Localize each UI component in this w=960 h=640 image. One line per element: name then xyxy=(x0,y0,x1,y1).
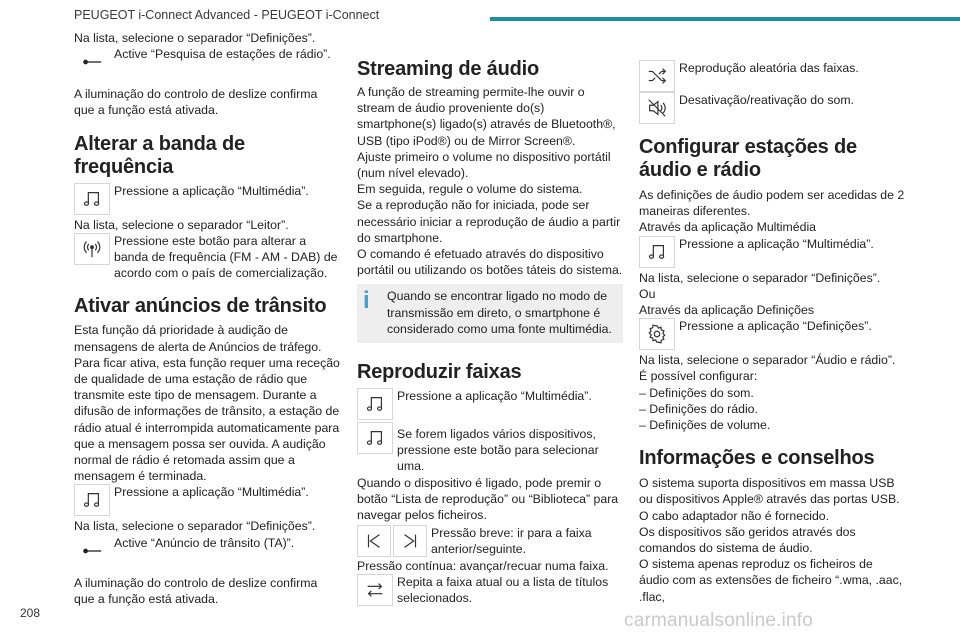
text-usb-support: O sistema suporta dispositivos em massa USB ou dispositivos Apple® através das portas USB. O cabo adaptador não é fornecido. xyxy=(639,476,900,523)
text-press-multimedia-3: Pressione a aplicação “Multimédia”. xyxy=(397,389,592,404)
text-command: O comando é efetuado através do dispositivo portátil ou utilizando os botões táteis do sistema. xyxy=(357,247,623,278)
multimedia-app-row-4 xyxy=(639,236,905,268)
page-header-title: PEUGEOT i-Connect Advanced - PEUGEOT i-Connect xyxy=(74,8,380,22)
text-or: Ou xyxy=(639,286,656,301)
toggle-radio-search-row xyxy=(74,46,340,78)
text-press-settings: Pressione a aplicação “Definições”. xyxy=(679,319,872,334)
text-file-extensions: O sistema apenas reproduz os ficheiros de áudio com as extensões de ficheiro “.wma, .aac, .flac, xyxy=(639,557,903,604)
text-select-settings-2: Na lista, selecione o separador “Definições”. xyxy=(74,519,316,534)
column-3 xyxy=(639,60,905,605)
text-slider-confirm-2: A iluminação do controlo de deslize confirma que a função está ativada. xyxy=(74,575,318,606)
multimedia-app-row-2 xyxy=(74,484,340,516)
heading-configure-audio: Configurar estações de áudio e rádio xyxy=(639,136,857,181)
text-short-press: Pressão breve: ir para a faixa anterior/seguinte. xyxy=(431,526,592,557)
shuffle-icon xyxy=(639,60,675,92)
watermark: carmanualsonline.info xyxy=(624,610,814,631)
text-playlist-library: Quando o dispositivo é ligado, pode premir o botão “Lista de reprodução” ou “Biblioteca” para navegar pelos ficheiros. xyxy=(357,475,619,523)
header-accent-bar xyxy=(490,17,960,21)
text-via-settings: Através da aplicação Definições xyxy=(639,303,814,318)
text-radio-search: Active “Pesquisa de estações de rádio”. xyxy=(114,47,331,62)
repeat-icon xyxy=(357,574,393,606)
mute-row xyxy=(639,92,905,124)
list-item: – Definições do rádio. xyxy=(639,401,758,416)
text-select-player: Na lista, selecione o separador “Leitor”. xyxy=(74,217,289,232)
column-2 xyxy=(357,58,623,606)
heading-change-band: Alterar a banda de frequência xyxy=(74,132,245,178)
repeat-row xyxy=(357,574,623,606)
band-description: Pressione este botão para alterar a banda de frequência (FM - AM - DAB) de acordo com o país de comercialização. xyxy=(114,233,338,281)
music-note-icon xyxy=(639,236,675,268)
shuffle-row xyxy=(639,60,905,92)
prev-next-row xyxy=(357,525,623,557)
text-activate-ta: Active “Anúncio de trânsito (TA)”. xyxy=(114,535,295,550)
text-press-multimedia-2: Pressione a aplicação “Multimédia”. xyxy=(114,485,309,500)
text-regulate-volume: Em seguida, regule o volume do sistema. xyxy=(357,182,583,197)
text-start-playback: Se a reprodução não for iniciada, pode ser necessário iniciar a reprodução de áudio a partir do smartphone. xyxy=(357,198,621,245)
heading-play-tracks: Reproduzir faixas xyxy=(357,361,522,384)
previous-track-icon xyxy=(357,525,391,557)
toggle-icon xyxy=(74,46,110,78)
multimedia-app-row-3 xyxy=(357,388,623,420)
text-press-multimedia-4: Pressione a aplicação “Multimédia”. xyxy=(679,236,874,251)
info-box xyxy=(357,284,623,343)
music-note-icon xyxy=(357,422,393,454)
text-possible-config: É possível configurar: xyxy=(639,369,758,384)
via-multimedia-label: Através da aplicação Multimédia xyxy=(639,220,817,235)
heading-info-advice: Informações e conselhos xyxy=(639,447,875,470)
music-note-icon xyxy=(74,484,110,516)
text-settings-access: As definições de áudio podem ser acedidas de 2 maneiras diferentes. xyxy=(639,188,905,219)
toggle-ta-row xyxy=(74,535,340,567)
page-number: 208 xyxy=(20,606,41,620)
column-1 xyxy=(74,30,340,607)
text-band-button xyxy=(114,233,340,282)
toggle-icon xyxy=(74,535,110,567)
text-press-multimedia: Pressione a aplicação “Multimédia”. xyxy=(114,183,309,198)
text-shuffle: Reprodução aleatória das faixas. xyxy=(679,61,859,75)
text-info: Quando se encontrar ligado no modo de transmissão em direto, o smartphone é considerado como uma fonte multimédia. xyxy=(387,289,612,336)
text-select-source: Se forem ligados vários dispositivos, pressione este botão para selecionar uma. xyxy=(397,427,599,474)
list-item: – Definições do som. xyxy=(639,385,754,400)
next-track-icon xyxy=(393,525,427,557)
text-select-settings-3: Na lista, selecione o separador “Definições”. xyxy=(639,270,881,285)
gear-icon xyxy=(639,318,675,350)
settings-app-row xyxy=(639,318,905,350)
prev-next-buttons xyxy=(357,525,427,557)
list-item: – Definições de volume. xyxy=(639,418,771,433)
heading-traffic-announcements: Ativar anúncios de trânsito xyxy=(74,295,327,318)
band-button-row xyxy=(74,233,340,282)
music-note-icon xyxy=(357,388,393,420)
text-long-press: Pressão contínua: avançar/recuar numa faixa. xyxy=(357,558,609,573)
info-icon: i xyxy=(363,287,370,315)
text-select-audio-radio: Na lista, selecione o separador “Áudio e rádio”. xyxy=(639,353,896,368)
text-select-settings: Na lista, selecione o separador “Definições”. xyxy=(74,31,316,45)
text-via-multimedia xyxy=(639,219,905,235)
text-mute: Desativação/reativação do som. xyxy=(679,93,854,107)
text-devices-managed: Os dispositivos são geridos através dos comandos do sistema de áudio. xyxy=(639,524,856,556)
mute-icon xyxy=(639,92,675,124)
text-traffic-description: Esta função dá prioridade à audição de mensagens de alerta de Anúncios de tráfego. Para ficar ativa, esta função requer uma receção de qualidade de uma estação de rádio que transmite este tipo de mensagem. Durante a difusão de informações de trânsito, a estação de rádio atual é interrompida automaticamente para que a mensagem possa ser ouvida. A audição normal de rádio é retomada assim que a mensagem é terminada. xyxy=(74,323,340,484)
multimedia-app-row xyxy=(74,183,340,215)
text-repeat: Repita a faixa atual ou a lista de títulos selecionados. xyxy=(397,574,609,606)
text-adjust-volume: Ajuste primeiro o volume no dispositivo portátil (num nível elevado). xyxy=(357,149,611,181)
source-select-row xyxy=(357,422,623,475)
radio-antenna-icon xyxy=(74,233,110,265)
heading-audio-streaming: Streaming de áudio xyxy=(357,58,539,80)
text-streaming-intro: A função de streaming permite-lhe ouvir o stream de áudio proveniente do(s) smartphone(s) ligado(s) através de Bluetooth®, USB (tipo iPod®) ou de Mirror Screen®. xyxy=(357,85,616,148)
text-slider-confirm: A iluminação do controlo de deslize confirma que a função está ativada. xyxy=(74,87,318,118)
music-note-icon xyxy=(74,183,110,215)
